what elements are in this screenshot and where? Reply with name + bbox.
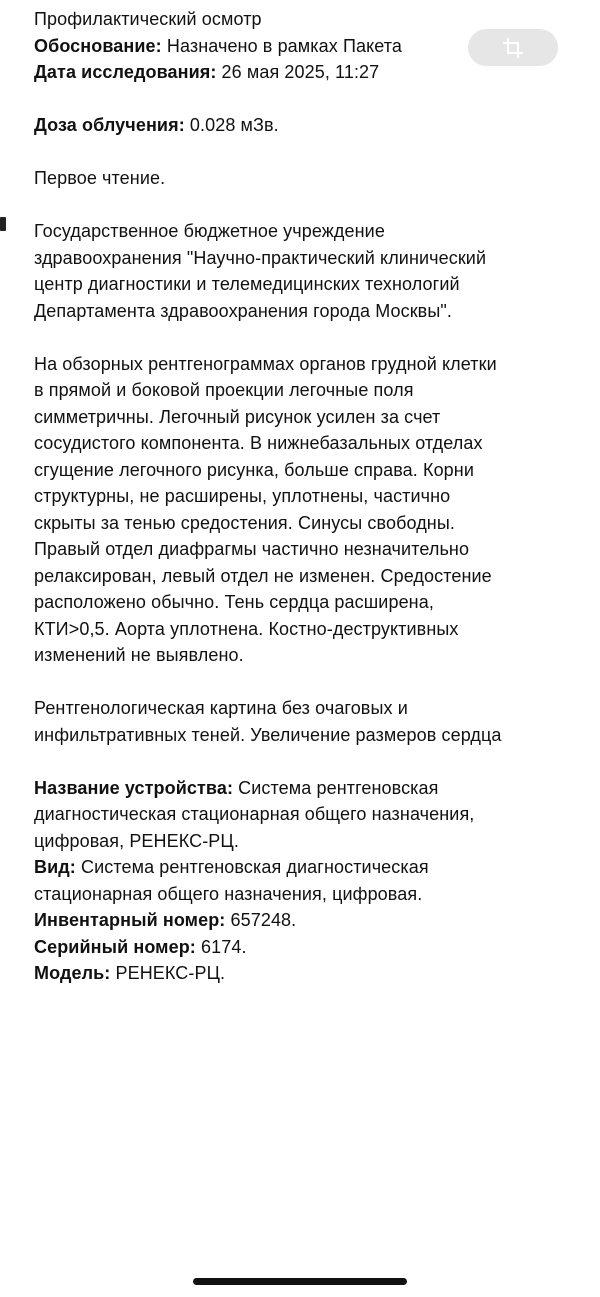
justification-label: Обоснование: (34, 35, 162, 56)
serial-row (34, 934, 579, 961)
dose-value: 0.028 мЗв. (184, 115, 279, 135)
crop-icon (503, 38, 523, 58)
findings-line: структурны, не расширены, уплотнены, частично (34, 486, 451, 506)
model-label: Модель: (34, 963, 111, 983)
institution-line: Государственное бюджетное учреждение (34, 221, 385, 241)
device-value-cont: цифровая, РЕНЕКС-РЦ. (34, 830, 239, 851)
findings-line: расположено обычно. Тень сердца расширена, (34, 592, 434, 612)
device-value-cont: диагностическая стационарная общего назначения, (34, 804, 475, 824)
conclusion-line: Рентгенологическая картина без очаговых и (34, 698, 408, 718)
institution-line: здравоохранения "Научно-практический клинический (34, 247, 487, 268)
findings-line: На обзорных рентгенограммах органов грудной клетки (34, 353, 497, 374)
institution-paragraph (34, 218, 579, 324)
report-content (34, 6, 579, 987)
inventory-row (34, 907, 579, 934)
dose-label: Доза облучения: (34, 115, 185, 135)
findings-line: релаксирован, левый отдел не изменен. Средостение (34, 565, 492, 586)
device-info (34, 775, 579, 987)
model-row (34, 960, 579, 987)
findings-line: сгущение легочного рисунка, больше справа. Корни (34, 459, 474, 480)
kind-value: Система рентгеновская диагностическая (75, 857, 429, 877)
inventory-label: Инвентарный номер: (34, 910, 226, 930)
findings-line: изменений не выявлено. (34, 645, 244, 665)
conclusion-line: инфильтративных теней. Увеличение размеров сердца (34, 724, 502, 745)
crop-button[interactable] (468, 29, 558, 66)
left-edge-mark (0, 217, 6, 231)
findings-line: в прямой и боковой проекции легочные поля (34, 380, 414, 400)
findings-line: симметричны. Легочный рисунок усилен за счет (34, 406, 441, 427)
date-value: 26 мая 2025, 11:27 (216, 62, 380, 82)
institution-line: Департамента здравоохранения города Москвы". (34, 300, 452, 321)
justification-value: Назначено в рамках Пакета (161, 35, 403, 56)
serial-label: Серийный номер: (34, 936, 196, 957)
findings-line: Правый отдел диафрагмы частично незначительно (34, 539, 470, 559)
device-row (34, 775, 579, 802)
kind-label: Вид: (34, 857, 76, 877)
kind-row (34, 854, 579, 881)
conclusion-paragraph (34, 695, 579, 748)
exam-purpose: Профилактический осмотр (34, 9, 262, 29)
device-value: Система рентгеновская (233, 777, 439, 798)
findings-line: КТИ>0,5. Аорта уплотнена. Костно-деструктивных (34, 618, 459, 639)
home-indicator[interactable] (193, 1278, 407, 1285)
device-label: Название устройства: (34, 777, 234, 798)
findings-line: скрыты за тенью средостения. Синусы свободны. (34, 512, 455, 533)
kind-value-cont: стационарная общего назначения, цифровая. (34, 883, 423, 904)
inventory-value: 657248. (225, 910, 297, 930)
findings-line: сосудистого компонента. В нижнебазальных отделах (34, 433, 483, 453)
serial-value: 6174. (195, 936, 247, 957)
model-value: РЕНЕКС-РЦ. (110, 963, 226, 983)
institution-line: центр диагностики и телемедицинских технологий (34, 274, 460, 294)
date-label: Дата исследования: (34, 62, 217, 82)
dose-row (34, 112, 579, 139)
findings-paragraph (34, 351, 579, 669)
reading-note: Первое чтение. (34, 168, 166, 188)
